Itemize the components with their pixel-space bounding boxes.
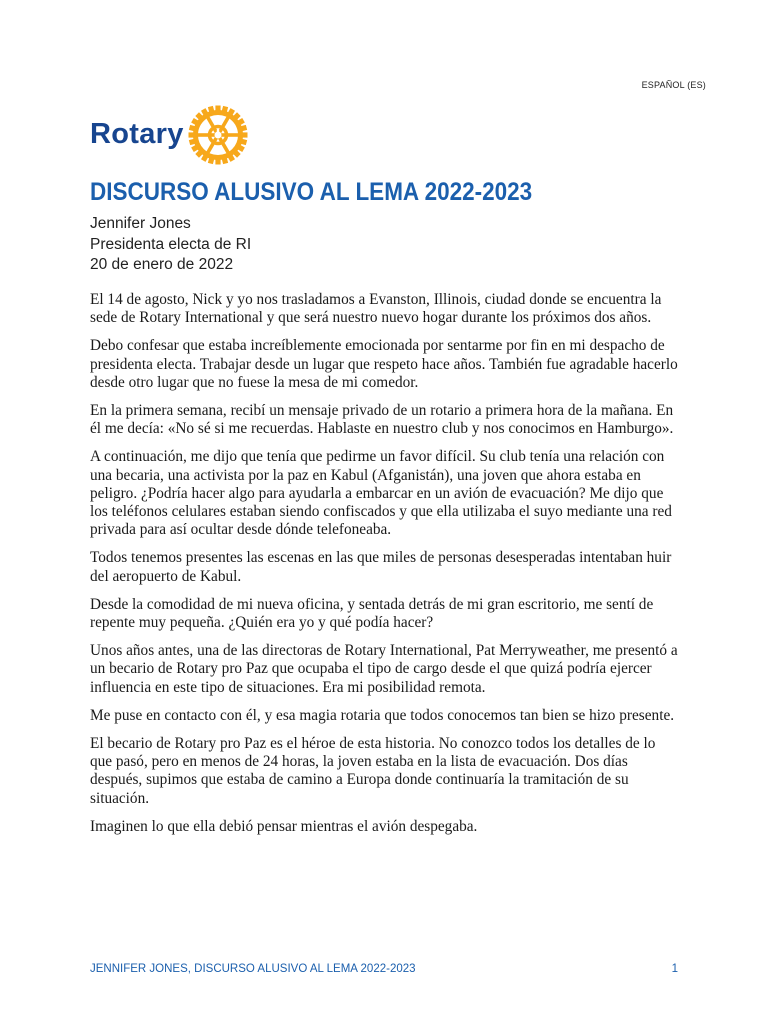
rotary-logo [90, 103, 249, 166]
paragraph: Imaginen lo que ella debió pensar mientras el avión despegaba. [90, 817, 478, 835]
paragraph: A continuación, me dijo que tenía que pedirme un favor difícil. Su club tenía una relación con una becaria, una activista por la paz en Kabul (Afganistán), una joven que ahora estaba en peligro. ¿Podría hacer algo para ayudarla a embarcar en un avión de evacuación? Me dijo que los teléfonos celulares estaban siendo confiscados y que ella utilizaba el suyo mediante una red privada para así ocultar desde dónde telefoneaba. [90, 448, 672, 539]
speech-body [90, 291, 680, 846]
paragraph: Todos tenemos presentes las escenas en las que miles de personas desesperadas intentaban huir del aeropuerto de Kabul. [90, 549, 672, 585]
paragraph: Debo confesar que estaba increíblemente emocionada por sentarme por fin en mi despacho de presidenta electa. Trabajar desde un lugar que respeto hace años. También fue agradable hacerlo desde otro lugar que no fuese la mesa de mi comedor. [90, 337, 678, 391]
page-footer [90, 963, 678, 975]
speaker-info [90, 214, 251, 276]
paragraph: Me puse en contacto con él, y esa magia rotaria que todos conocemos tan bien se hizo presente. [90, 706, 675, 724]
author-name: Jennifer Jones [90, 215, 191, 232]
speech-date: 20 de enero de 2022 [90, 256, 234, 273]
paragraph: El becario de Rotary pro Paz es el héroe de esta historia. No conozco todos los detalles de lo que pasó, pero en menos de 24 horas, la joven estaba en la lista de evacuación. Dos días después, supimos que estaba de camino a Europa donde continuaría la tramitación de su situación. [90, 735, 656, 807]
paragraph: En la primera semana, recibí un mensaje privado de un rotario a primera hora de la mañana. En él me decía: «No sé si me recuerdas. Hablaste en nuestro club y nos conocimos en Hamburgo». [90, 402, 674, 438]
page-title: DISCURSO ALUSIVO AL LEMA 2022-2023 [90, 178, 533, 206]
paragraph: Unos años antes, una de las directoras de Rotary International, Pat Merryweather, me presentó a un becario de Rotary pro Paz que ocupaba el tipo de cargo desde el que quizá podría ejercer influencia en este tipo de situaciones. Era mi posibilidad remota. [90, 642, 678, 696]
author-role: Presidenta electa de RI [90, 235, 252, 253]
rotary-wheel-icon [187, 104, 249, 166]
page-number: 1 [671, 963, 678, 975]
language-label: ESPAÑOL (ES) [641, 80, 706, 90]
logo-wordmark: Rotary [90, 118, 184, 150]
paragraph: El 14 de agosto, Nick y yo nos trasladamos a Evanston, Illinois, ciudad donde se encuentra la sede de Rotary International y que será nuestro nuevo hogar durante los próximos dos años. [90, 291, 662, 327]
footer-text: JENNIFER JONES, DISCURSO ALUSIVO AL LEMA 2022-2023 [90, 963, 416, 975]
paragraph: Desde la comodidad de mi nueva oficina, y sentada detrás de mi gran escritorio, me sentí de repente muy pequeña. ¿Quién era yo y qué podía hacer? [90, 595, 654, 632]
